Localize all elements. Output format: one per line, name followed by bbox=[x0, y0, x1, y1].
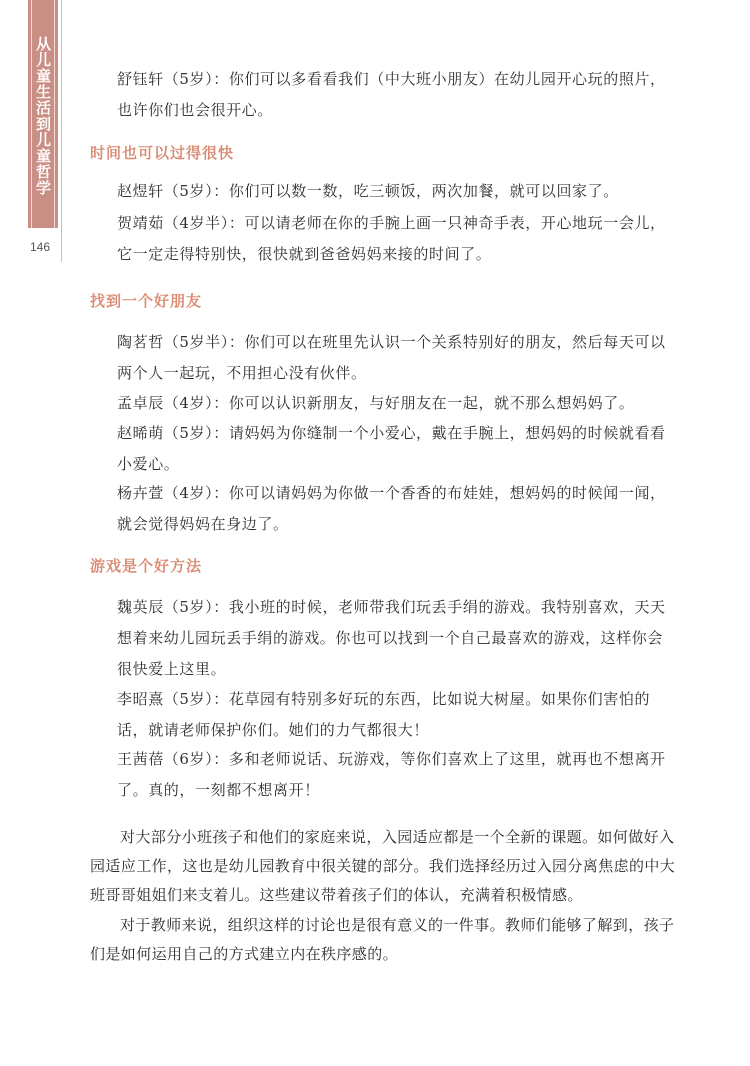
quote-s2-1: 陶茗哲（5岁半）：你们可以在班里先认识一个关系特别好的朋友，然后每天可以两个人一起玩，不用担心没有伙伴。 bbox=[117, 333, 666, 382]
chapter-title: 从儿童生活到儿童哲学 bbox=[34, 36, 52, 196]
section-heading-time: 时间也可以过得很快 bbox=[90, 144, 235, 162]
section-heading-game: 游戏是个好方法 bbox=[90, 557, 203, 575]
chapter-side-tab bbox=[28, 0, 58, 228]
section-heading-friend: 找到一个好朋友 bbox=[90, 292, 203, 310]
quote-intro: 舒钰轩（5岁）：你们可以多看看我们（中大班小朋友）在幼儿园开心玩的照片，也许你们也会很开心。 bbox=[117, 70, 666, 119]
quote-s2-4: 杨卉萱（4岁）：你可以请妈妈为你做一个香香的布娃娃，想妈妈的时候闻一闻，就会觉得妈妈在身边了。 bbox=[117, 484, 666, 533]
quote-s2-2: 孟卓辰（4岁）：你可以认识新朋友，与好朋友在一起，就不那么想妈妈了。 bbox=[117, 394, 635, 412]
quote-s3-2: 李昭熹（5岁）：花草园有特别多好玩的东西，比如说大树屋。如果你们害怕的话，就请老师保护你们。她们的力气都很大！ bbox=[117, 690, 651, 739]
quote-s2-3: 赵晞萌（5岁）：请妈妈为你缝制一个小爱心，戴在手腕上，想妈妈的时候就看看小爱心。 bbox=[117, 424, 666, 473]
margin-divider bbox=[61, 0, 62, 262]
page-number: 146 bbox=[30, 240, 51, 254]
quote-s3-1: 魏英辰（5岁）：我小班的时候，老师带我们玩丢手绢的游戏。我特别喜欢，天天想着来幼儿园玩丢手绢的游戏。你也可以找到一个自己最喜欢的游戏，这样你会很快爱上这里。 bbox=[117, 598, 666, 678]
body-paragraph-2: 对于教师来说，组织这样的讨论也是很有意义的一件事。教师们能够了解到，孩子们是如何运用自己的方式建立内在秩序感的。 bbox=[90, 916, 675, 963]
quote-s3-3: 王茜蓓（6岁）：多和老师说话、玩游戏，等你们喜欢上了这里，就再也不想离开了。真的，一刻都不想离开！ bbox=[117, 750, 666, 799]
quote-s1-1: 赵煜轩（5岁）：你们可以数一数，吃三顿饭，两次加餐，就可以回家了。 bbox=[117, 182, 619, 200]
quote-s1-2: 贺靖茹（4岁半）：可以请老师在你的手腕上画一只神奇手表，开心地玩一会儿，它一定走得特别快，很快就到爸爸妈妈来接的时间了。 bbox=[117, 214, 666, 263]
body-paragraph-1: 对大部分小班孩子和他们的家庭来说，入园适应都是一个全新的课题。如何做好入园适应工作，这也是幼儿园教育中很关键的部分。我们选择经历过入园分离焦虑的中大班哥哥姐姐们来支着儿。这些建议带着孩子们的体认，充满着积极情感。 bbox=[90, 828, 676, 904]
